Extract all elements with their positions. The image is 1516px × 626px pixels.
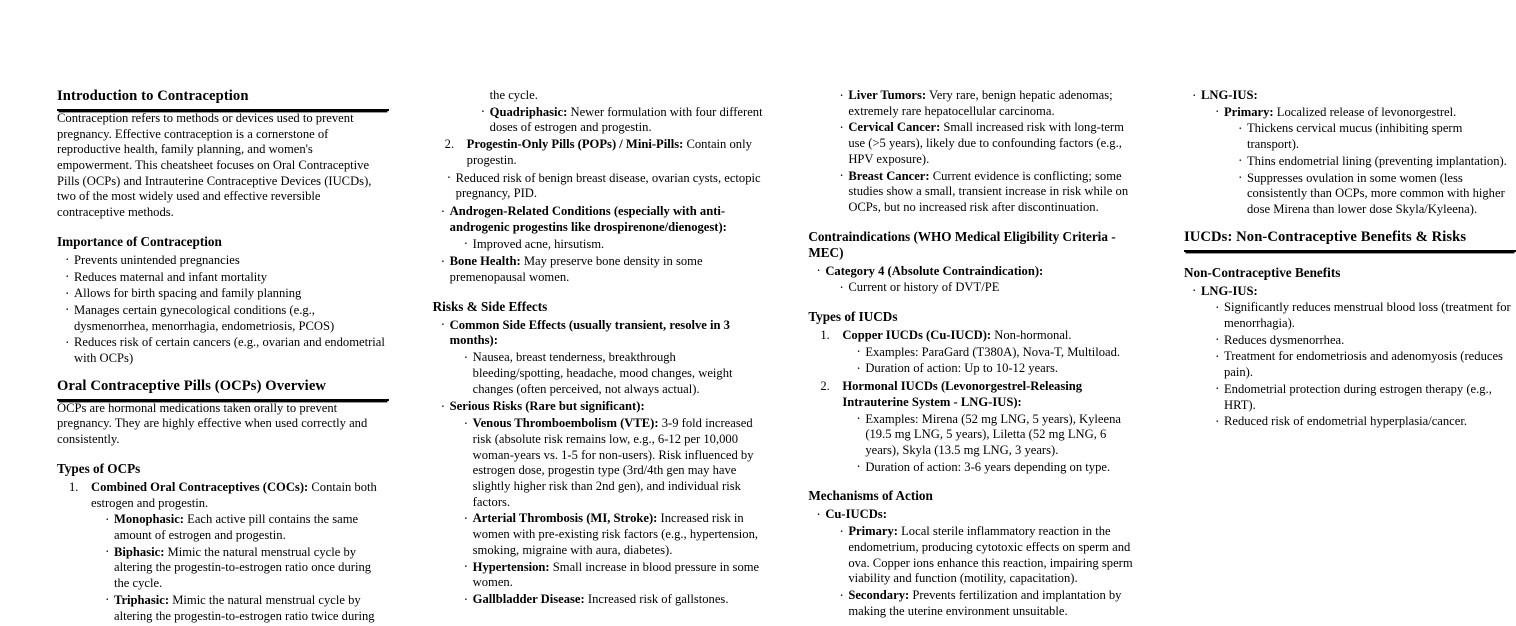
list-item	[462, 592, 765, 608]
importance-list	[63, 253, 389, 367]
list-item-copper-iucd	[814, 328, 1140, 377]
common-side-effects-sublist	[462, 350, 765, 397]
common-side-effects-label: Common Side Effects (usually transient, resolve in 3 months):	[449, 317, 730, 348]
list-item	[462, 560, 765, 591]
arterial-thrombosis-label: Arterial Thrombosis (MI, Stroke):	[472, 511, 658, 526]
list-item: · Duration of action: 3-6 years depending on type.	[854, 460, 1140, 476]
list-item-common-side-effects	[439, 318, 765, 398]
ocp-benefits-continued-list	[439, 204, 765, 286]
cervical-cancer-text: Small increased risk with long-term use (>5 years), likely due to confounding factors (e.g., HPV exposure).	[848, 120, 1124, 166]
list-item: · Suppresses ovulation in some women (less consistently than OCPs, more common with higher dose Mirena than lower dose Skyla/Kyleena).	[1236, 171, 1516, 218]
lng-primary-text: Localized release of levonorgestrel.	[1273, 104, 1457, 119]
pop-text: Contain only progestin.	[466, 137, 752, 167]
subheading-non-contraceptive-benefits: Non-Contraceptive Benefits	[1183, 264, 1341, 280]
cu-primary-label: Primary:	[848, 524, 898, 539]
cu-iucds-sublist	[837, 524, 1140, 619]
section-heading-iucd-benefits-risks: IUCDs: Non-Contraceptive Benefits & Risks	[1184, 229, 1516, 252]
quadriphasic-label: Quadriphasic:	[489, 104, 568, 119]
list-item: · Reduces maternal and infant mortality	[63, 270, 389, 286]
subheading-mechanisms-of-action: Mechanisms of Action	[808, 488, 933, 504]
list-item: · Examples: ParaGard (T380A), Nova-T, Multiload.	[854, 345, 1140, 361]
section-spacer	[57, 369, 389, 378]
lng-ius-label: LNG-IUS:	[1200, 88, 1258, 102]
list-item-cu-iucds	[814, 507, 1140, 619]
bone-health-text: May preserve bone density in some premenopausal women.	[449, 254, 703, 285]
list-item-category-4	[814, 264, 1140, 296]
list-item	[837, 169, 1140, 216]
hypertension-text: Small increase in blood pressure in some women.	[472, 559, 760, 590]
subheading-risks-and-side-effects: Risks & Side Effects	[432, 298, 548, 314]
list-item: · Allows for birth spacing and family planning	[63, 286, 389, 302]
list-item: · Prevents unintended pregnancies	[63, 253, 389, 269]
list-item: · Endometrial protection during estrogen therapy (e.g., HRT).	[1213, 382, 1516, 413]
list-item: · Duration of action: Up to 10-12 years.	[854, 361, 1140, 377]
list-item: · Manages certain gynecological conditions (e.g., dysmenorrhea, menorrhagia, endometriosis, PCOS)	[63, 303, 389, 334]
ocp-overview-paragraph: OCPs are hormonal medications taken orally to prevent pregnancy. They are highly effective when used correctly and consistently.	[57, 400, 368, 447]
hormonal-iucd-label: Hormonal IUCDs (Levonorgestrel-Releasing Intrauterine System - LNG-IUS):	[842, 379, 1083, 409]
lng-ius-benefits-sublist	[1213, 300, 1516, 430]
subheading-types-of-ocps: Types of OCPs	[57, 460, 141, 476]
list-item-lng-ius-benefits	[1190, 284, 1516, 431]
serious-risks-label: Serious Risks (Rare but significant):	[449, 399, 645, 414]
subheading-contraindications: Contraindications (WHO Medical Eligibility Criteria - MEC)	[808, 228, 1116, 260]
lng-ius-benefits-label: LNG-IUS:	[1200, 283, 1258, 298]
biphasic-text: Mimic the natural menstrual cycle by altering the progestin-to-estrogen ratio once during the cycle.	[114, 544, 372, 591]
list-item: · Reduces dysmenorrhea.	[1213, 333, 1516, 349]
section-heading-ocp-overview: Oral Contraceptive Pills (OCPs) Overview	[57, 378, 389, 401]
cu-primary-text: Local sterile inflammatory reaction in the endometrium, producing cytotoxic effects on sperm and ova. Copper ions enhance this reaction, impairing sperm viability and function (motility, capacitation).	[848, 524, 1133, 586]
copper-iucd-text: Non-hormonal.	[991, 327, 1072, 342]
list-item: · Reduced risk of benign breast disease, ovarian cysts, ectopic pregnancy, PID.	[445, 171, 765, 202]
list-item	[462, 511, 765, 558]
liver-tumors-label: Liver Tumors:	[848, 88, 927, 102]
list-item: · Improved acne, hirsutism.	[462, 237, 765, 253]
list-item-lng-ius	[1190, 88, 1516, 218]
category-4-label: Category 4 (Absolute Contraindication):	[825, 263, 1044, 278]
vte-text: 3-9 fold increased risk (absolute risk remains low, e.g., 6-12 per 10,000 woman-years vs. 1-5 for non-users). Risk influenced by estrogen dose, progestin type (3rd/4th gen may have slightly higher risk than 2nd gen), and individual risk factors.	[472, 416, 754, 509]
lng-primary-label: Primary:	[1223, 104, 1274, 119]
section-spacer	[1184, 220, 1516, 229]
iucd-types-list	[814, 328, 1140, 476]
list-item-androgen	[439, 204, 765, 252]
list-item	[837, 120, 1140, 167]
copper-iucd-sublist	[854, 345, 1140, 377]
coc-text: Contain both estrogen and progestin.	[91, 479, 377, 510]
androgen-sublist	[462, 237, 765, 253]
list-item	[837, 88, 1140, 119]
liver-tumors-text: Very rare, benign hepatic adenomas; extremely rare hepatocellular carcinoma.	[848, 88, 1113, 118]
vte-label: Venous Thromboembolism (VTE):	[472, 416, 659, 431]
list-item	[103, 545, 389, 592]
bone-health-label: Bone Health:	[449, 254, 521, 269]
list-item: · Thickens cervical mucus (inhibiting sperm transport).	[1236, 121, 1516, 152]
list-item	[479, 105, 765, 136]
list-item	[462, 416, 765, 510]
list-item	[103, 512, 389, 543]
cervical-cancer-label: Cervical Cancer:	[848, 120, 941, 135]
coc-label: Combined Oral Contraceptives (COCs):	[91, 479, 309, 494]
biphasic-label: Biphasic:	[114, 544, 165, 559]
triphasic-label: Triphasic:	[114, 592, 170, 607]
list-item: · Nausea, breast tenderness, breakthrough bleeding/spotting, headache, mood changes, weight changes (often perceived, not always actual).	[462, 350, 765, 397]
breast-cancer-label: Breast Cancer:	[848, 168, 930, 183]
contraindications-list	[814, 264, 1140, 296]
list-item: · Reduces risk of certain cancers (e.g., ovarian and endometrial with OCPs)	[63, 335, 389, 366]
cu-secondary-text: Prevents fertilization and implantation by making the uterine environment unsuitable.	[848, 588, 1122, 618]
list-item	[837, 524, 1140, 587]
list-item: · Treatment for endometriosis and adenomyosis (reduces pain).	[1213, 349, 1516, 380]
list-item: · Significantly reduces menstrual blood loss (treatment for menorrhagia).	[1213, 300, 1516, 331]
cu-secondary-label: Secondary:	[848, 588, 910, 602]
gallbladder-text: Increased risk of gallstones.	[584, 592, 729, 607]
breast-cancer-text: Current evidence is conflicting; some studies show a small, transient increase in risk while on OCPs, but no increased risk after discontinuation.	[848, 168, 1129, 215]
gallbladder-label: Gallbladder Disease:	[472, 592, 585, 607]
hormonal-iucd-sublist	[854, 412, 1140, 476]
cu-iucds-label: Cu-IUCDs:	[825, 507, 887, 522]
introduction-paragraph: Contraception refers to methods or devices used to prevent pregnancy. Effective contraception is a cornerstone of reproductive health, family planning, and women's empowerment. This cheatsheet focuses on Oral Contraceptive Pills (OCPs) and Intrauterine Contraceptive Devices (IUCDs), two of the most widely used and effective reversible contraceptive methods.	[57, 110, 372, 220]
three-column-layout	[57, 88, 1511, 626]
copper-iucd-label: Copper IUCDs (Cu-IUCD):	[842, 327, 992, 342]
list-item: · Examples: Mirena (52 mg LNG, 5 years), Kyleena (19.5 mg LNG, 5 years), Liletta (52 mg LNG, 6 years), Skyla (13.5 mg LNG, 3 years).	[854, 412, 1140, 459]
section-heading-introduction: Introduction to Contraception	[57, 88, 389, 111]
list-item: · Current or history of DVT/PE	[837, 280, 1140, 296]
list-item: · Reduced risk of endometrial hyperplasia/cancer.	[1213, 414, 1516, 430]
subheading-importance-of-contraception: Importance of Contraception	[57, 233, 222, 249]
pop-label: Progestin-Only Pills (POPs) / Mini-Pills:	[466, 137, 684, 152]
subheading-types-of-iucds: Types of IUCDs	[808, 309, 898, 325]
category-4-sublist	[837, 280, 1140, 296]
quadriphasic-text: Newer formulation with four different doses of estrogen and progestin.	[489, 104, 763, 135]
list-item-pop	[439, 137, 765, 168]
hypertension-label: Hypertension:	[472, 559, 550, 574]
list-item-bone-health	[439, 254, 765, 285]
list-item	[1213, 105, 1516, 218]
monophasic-label: Monophasic:	[114, 512, 184, 527]
androgen-label: Androgen-Related Conditions (especially with anti-androgenic progestins like drospirenone/dienogest):	[449, 204, 727, 234]
lng-primary-sublist	[1236, 121, 1516, 217]
arterial-thrombosis-text: Increased risk in women with pre-existing risk factors (e.g., hypertension, smoking, migraine with aura, diabetes).	[472, 511, 759, 557]
list-item: · Thins endometrial lining (preventing implantation).	[1236, 154, 1516, 170]
ocp-benefits-tail-list	[445, 171, 765, 202]
non-contraceptive-benefits-list	[1190, 284, 1516, 431]
monophasic-text: Each active pill contains the same amount of estrogen and progestin.	[114, 512, 359, 542]
lng-ius-sublist	[1213, 105, 1516, 218]
list-item-hormonal-iucd	[814, 379, 1140, 475]
list-item	[837, 588, 1140, 619]
triphasic-text: Mimic the natural menstrual cycle by altering the progestin-to-estrogen ratio twice during the cycle.	[114, 88, 538, 623]
